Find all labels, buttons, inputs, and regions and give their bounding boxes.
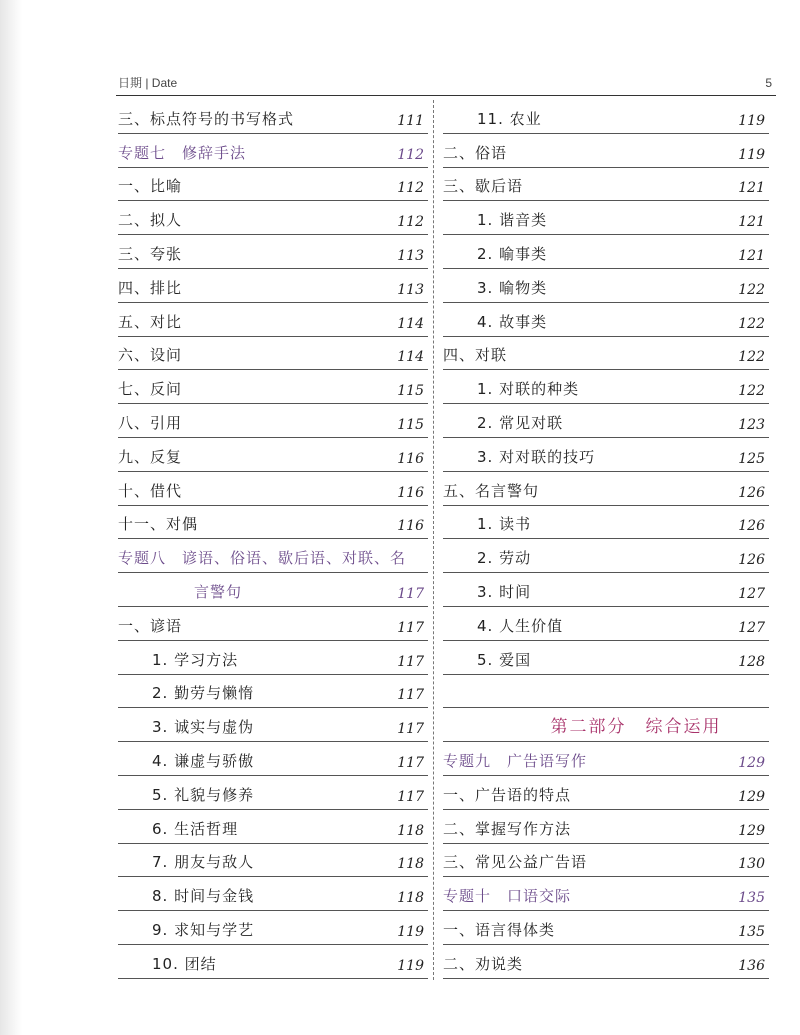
toc-left-column (118, 100, 428, 979)
toc-entry (443, 573, 769, 607)
toc-entry (443, 742, 769, 776)
toc-entry-page: 136 (738, 957, 765, 974)
toc-entry (443, 877, 769, 911)
toc-entry-page: 117 (397, 788, 424, 805)
toc-entry (118, 573, 428, 607)
toc-entry (443, 370, 769, 404)
toc-entry-page: 121 (738, 247, 765, 264)
toc-entry-title: 2. 喻事类 (477, 244, 548, 263)
toc-entry (118, 844, 428, 878)
toc-entry-title: 三、歇后语 (443, 177, 524, 196)
toc-entry-page: 126 (738, 518, 765, 535)
toc-entry-page: 125 (738, 450, 765, 467)
toc-entry (443, 100, 769, 134)
toc-entry (118, 438, 428, 472)
toc-entry-page: 116 (397, 450, 424, 467)
toc-entry (443, 472, 769, 506)
toc-entry (118, 776, 428, 810)
toc-entry-title: 专题九 广告语写作 (443, 751, 588, 770)
toc-entry (118, 100, 428, 134)
toc-entry-page: 113 (397, 281, 424, 298)
toc-entry (443, 134, 769, 168)
toc-entry-page: 117 (397, 585, 424, 602)
toc-entry-title: 一、谚语 (118, 616, 183, 635)
toc-entry (443, 404, 769, 438)
toc-entry-page: 122 (738, 315, 765, 332)
toc-entry (118, 472, 428, 506)
toc-entry (118, 708, 428, 742)
toc-entry (118, 303, 428, 337)
toc-entry-title: 3. 喻物类 (477, 278, 548, 297)
toc-entry (118, 641, 428, 675)
toc-entry-title: 二、拟人 (118, 211, 183, 230)
toc-entry-page: 117 (397, 721, 424, 738)
toc-entry-title: 5. 礼貌与修养 (152, 785, 255, 804)
toc-entry-title: 六、设问 (118, 346, 183, 365)
toc-entry-title: 6. 生活哲理 (152, 819, 239, 838)
toc-entry-page: 115 (397, 383, 424, 400)
toc-entry-page: 118 (397, 856, 424, 873)
toc-entry-page: 117 (397, 754, 424, 771)
toc-entry (118, 370, 428, 404)
toc-entry-title: 十、借代 (118, 481, 183, 500)
toc-entry (118, 404, 428, 438)
toc-entry-page: 117 (397, 687, 424, 704)
toc-entry-title: 10. 团结 (152, 954, 217, 973)
toc-entry-title: 3. 诚实与虚伪 (152, 718, 255, 737)
toc-entry-page: 126 (738, 484, 765, 501)
toc-entry (443, 168, 769, 202)
toc-entry (443, 810, 769, 844)
toc-entry-title: 9. 求知与学艺 (152, 920, 255, 939)
toc-entry-page: 122 (738, 281, 765, 298)
toc-entry-title: 一、语言得体类 (443, 920, 556, 939)
toc-entry-title: 二、掌握写作方法 (443, 819, 572, 838)
toc-entry (118, 675, 428, 709)
toc-entry-title: 一、广告语的特点 (443, 785, 572, 804)
toc-entry-title: 专题八 谚语、俗语、歇后语、对联、名 (118, 549, 407, 568)
toc-entry (443, 607, 769, 641)
toc-entry-title: 专题十 口语交际 (443, 887, 572, 906)
header-rule (116, 95, 776, 96)
toc-entry (443, 303, 769, 337)
toc-entry-page: 127 (738, 585, 765, 602)
toc-entry-page: 121 (738, 214, 765, 231)
column-divider (433, 100, 434, 980)
toc-entry (118, 911, 428, 945)
toc-entry-title: 1. 对联的种类 (477, 380, 580, 399)
toc-entry-title: 一、比喻 (118, 177, 183, 196)
toc-entry-page: 129 (738, 788, 765, 805)
toc-entry (443, 844, 769, 878)
toc-entry-page: 117 (397, 619, 424, 636)
toc-entry-page: 119 (738, 112, 765, 129)
toc-entry-page: 114 (397, 349, 424, 366)
toc-entry-title: 五、名言警句 (443, 481, 540, 500)
toc-entry-page: 113 (397, 247, 424, 264)
toc-entry-title: 3. 时间 (477, 582, 532, 601)
toc-entry-page: 122 (738, 383, 765, 400)
toc-entry (118, 877, 428, 911)
toc-entry-page: 118 (397, 822, 424, 839)
toc-entry-title: 二、俗语 (443, 143, 508, 162)
toc-entry (118, 235, 428, 269)
toc-entry-page: 135 (738, 890, 765, 907)
toc-entry (118, 337, 428, 371)
toc-entry-title: 4. 人生价值 (477, 616, 564, 635)
toc-entry-title: 三、标点符号的书写格式 (118, 109, 295, 128)
page-number: 5 (765, 76, 772, 90)
toc-entry-page: 122 (738, 349, 765, 366)
toc-entry-title: 2. 勤劳与懒惰 (152, 684, 255, 703)
toc-entry-title: 八、引用 (118, 413, 183, 432)
toc-entry-title: 3. 对对联的技巧 (477, 447, 596, 466)
toc-entry (443, 708, 769, 742)
toc-entry-title: 2. 常见对联 (477, 413, 564, 432)
toc-entry-title: 七、反问 (118, 380, 183, 399)
toc-entry-page: 135 (738, 923, 765, 940)
toc-entry-title: 九、反复 (118, 447, 183, 466)
toc-entry-page: 111 (397, 112, 424, 129)
toc-entry-page: 119 (397, 923, 424, 940)
toc-entry-page: 121 (738, 180, 765, 197)
toc-entry (118, 810, 428, 844)
toc-entry (118, 168, 428, 202)
toc-entry-title: 4. 故事类 (477, 312, 548, 331)
toc-entry (443, 641, 769, 675)
toc-entry-title: 五、对比 (118, 312, 183, 331)
toc-entry-title: 1. 学习方法 (152, 650, 239, 669)
toc-entry-page: 119 (397, 957, 424, 974)
toc-entry-page: 114 (397, 315, 424, 332)
toc-entry-title: 三、常见公益广告语 (443, 853, 588, 872)
toc-entry (443, 539, 769, 573)
toc-entry-page: 119 (738, 146, 765, 163)
toc-entry (118, 134, 428, 168)
toc-entry (118, 506, 428, 540)
toc-entry-title: 第二部分 综合运用 (550, 717, 722, 738)
toc-entry-page: 116 (397, 484, 424, 501)
toc-entry (118, 201, 428, 235)
toc-entry-title: 11. 农业 (477, 109, 542, 128)
toc-entry (443, 201, 769, 235)
date-label: 日期 | Date (118, 76, 178, 90)
toc-entry-page: 115 (397, 416, 424, 433)
toc-entry-page: 118 (397, 890, 424, 907)
toc-entry-title: 1. 读书 (477, 515, 532, 534)
toc-entry-title: 1. 谐音类 (477, 211, 548, 230)
toc-entry (443, 911, 769, 945)
toc-entry-title: 四、排比 (118, 278, 183, 297)
toc-entry-title: 三、夸张 (118, 244, 183, 263)
toc-entry (443, 675, 769, 709)
toc-entry-page: 112 (397, 146, 424, 163)
toc-entry-title: 7. 朋友与敌人 (152, 853, 255, 872)
toc-entry-title: 言警句 (194, 582, 243, 601)
toc-entry-title: 8. 时间与金钱 (152, 887, 255, 906)
toc-entry-title: 十一、对偶 (118, 515, 199, 534)
toc-entry-page: 130 (738, 856, 765, 873)
toc-entry-page: 127 (738, 619, 765, 636)
scan-edge-shadow (0, 0, 22, 1035)
toc-entry (443, 438, 769, 472)
toc-entry (118, 945, 428, 979)
toc-entry (443, 235, 769, 269)
toc-entry (443, 776, 769, 810)
toc-entry (443, 337, 769, 371)
toc-entry-page: 116 (397, 518, 424, 535)
toc-entry-title: 5. 爱国 (477, 650, 532, 669)
toc-entry (118, 269, 428, 303)
toc-right-column (443, 100, 769, 979)
toc-entry-page: 129 (738, 822, 765, 839)
toc-entry-page: 123 (738, 416, 765, 433)
toc-entry-title: 2. 劳动 (477, 549, 532, 568)
toc-entry-title: 四、对联 (443, 346, 508, 365)
toc-entry (443, 269, 769, 303)
toc-entry-page: 117 (397, 653, 424, 670)
toc-entry-title: 4. 谦虚与骄傲 (152, 751, 255, 770)
toc-entry-page: 126 (738, 552, 765, 569)
toc-entry-page: 129 (738, 754, 765, 771)
toc-entry (118, 539, 428, 573)
toc-entry (118, 607, 428, 641)
toc-entry-title: 二、劝说类 (443, 954, 524, 973)
toc-entry (118, 742, 428, 776)
toc-entry-page: 128 (738, 653, 765, 670)
toc-entry-page: 112 (397, 214, 424, 231)
toc-entry (443, 945, 769, 979)
toc-entry-title: 专题七 修辞手法 (118, 143, 247, 162)
toc-entry-page: 112 (397, 180, 424, 197)
toc-entry (443, 506, 769, 540)
